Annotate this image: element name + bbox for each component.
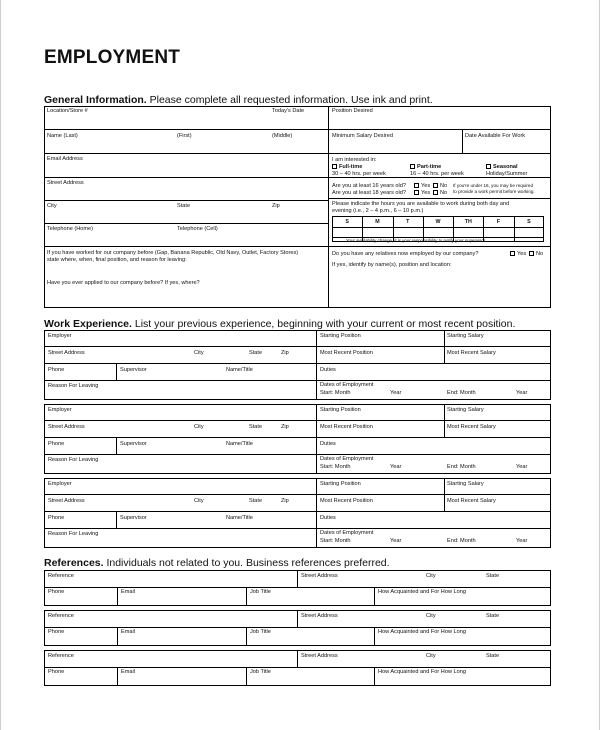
row-line — [44, 223, 328, 224]
age18-yes-label: Yes — [421, 190, 431, 196]
ref-email-label: Email — [121, 669, 135, 675]
seasonal-sub: Holiday/Summer — [486, 171, 528, 177]
day-header-6: F — [496, 219, 501, 225]
supervisor-col-line — [116, 511, 117, 528]
page-title: EMPLOYMENT — [44, 47, 181, 68]
full-time-hours: 30 – 40 hrs. per week — [332, 171, 386, 177]
ref-phone-label: Phone — [48, 629, 65, 635]
day-header-4: W — [435, 219, 441, 225]
starting-salary-label: Starting Salary — [447, 407, 484, 413]
age18-no-label: No — [440, 190, 448, 196]
duties-label: Duties — [320, 441, 336, 447]
row-line — [44, 246, 328, 247]
duties-label: Duties — [320, 515, 336, 521]
zip-label: Zip — [272, 203, 280, 209]
most-recent-position-label: Most Recent Position — [320, 350, 373, 356]
worked-before-line2: state where, when, final position, and reason for leaving: — [47, 257, 187, 263]
work-heading-bold: Work Experience. — [44, 318, 132, 330]
reason-leaving-input[interactable] — [46, 536, 314, 546]
page-edge-left — [0, 0, 1, 730]
day-header-7: S — [527, 219, 531, 225]
worked-before-line1: If you have worked for our company before (Gap, Banana Republic, Old Navy, Outlet, Factory Stores) — [47, 250, 299, 256]
relatives-no-label: No — [536, 251, 544, 257]
seasonal-option[interactable] — [486, 164, 518, 171]
availability-cell-7[interactable] — [515, 228, 543, 236]
name-title-label: Name/Title — [226, 515, 253, 521]
starting-salary-label: Starting Salary — [447, 481, 484, 487]
col-line — [374, 587, 375, 606]
availability-cell-3[interactable] — [394, 228, 422, 236]
age16-no-label: No — [440, 183, 448, 189]
references-heading-bold: References. — [44, 557, 104, 569]
street-label: Street Address — [48, 350, 85, 356]
ref-job-title-label: Job Title — [250, 629, 271, 635]
relatives-no[interactable] — [529, 251, 543, 258]
end-year-label: Year — [516, 464, 528, 470]
row-line — [328, 246, 551, 247]
references-heading-text: Individuals not related to you. Business references preferred. — [103, 557, 390, 569]
col-line — [117, 667, 118, 686]
ref-city-label: City — [426, 653, 436, 659]
work-experience-heading — [44, 318, 515, 330]
city-label: City — [194, 498, 204, 504]
phone-label: Phone — [48, 515, 65, 521]
availability-cell-5[interactable] — [454, 228, 482, 236]
reason-leaving-input[interactable] — [46, 462, 314, 472]
supervisor-label: Supervisor — [120, 367, 147, 373]
relatives-yes[interactable] — [510, 251, 526, 258]
name-first-label: (First) — [177, 133, 192, 139]
work-divider — [316, 330, 317, 400]
ref-job-title-label: Job Title — [250, 589, 271, 595]
availability-cell-4[interactable] — [424, 228, 452, 236]
name-middle-label: (Middle) — [272, 133, 293, 139]
employer-label: Employer — [48, 481, 72, 487]
full-time-option[interactable] — [332, 164, 362, 171]
part-time-label: Part-time — [417, 164, 442, 170]
availability-cell-2[interactable] — [363, 228, 391, 236]
part-time-option[interactable] — [410, 164, 441, 171]
start-year-label: Year — [390, 538, 402, 544]
dates-employment-label: Dates of Employment — [320, 456, 374, 462]
street-label: Street Address — [47, 180, 84, 186]
age16-yes[interactable] — [414, 183, 430, 190]
dates-employment-label: Dates of Employment — [320, 382, 374, 388]
row-line — [44, 454, 551, 455]
row-line — [44, 346, 551, 347]
employer-label: Employer — [48, 407, 72, 413]
starting-position-input[interactable] — [318, 487, 442, 493]
row-line — [44, 528, 551, 529]
starting-position-input[interactable] — [318, 339, 442, 345]
employer-label: Employer — [48, 333, 72, 339]
end-year-label: Year — [516, 390, 528, 396]
col-line — [374, 667, 375, 686]
ref-state-label: State — [486, 613, 500, 619]
full-time-checkbox[interactable] — [332, 164, 337, 169]
most-recent-salary-label: Most Recent Salary — [447, 424, 496, 430]
age16-no[interactable] — [433, 183, 447, 190]
row-line — [328, 198, 551, 199]
dates-employment-label: Dates of Employment — [320, 530, 374, 536]
age16-no-checkbox[interactable] — [433, 183, 438, 188]
reason-leaving-label: Reason For Leaving — [48, 457, 99, 463]
age18-label: Are you at least 18 years old? — [332, 190, 407, 196]
end-month-label: End: Month — [447, 464, 476, 470]
hours-note2: evening (i.e., 2 – 4 p.m., 6 – 10 p.m.) — [332, 208, 424, 214]
reason-leaving-input[interactable] — [46, 388, 314, 398]
start-month-label: Start: Month — [320, 390, 351, 396]
row-line — [44, 437, 551, 438]
most-recent-position-label: Most Recent Position — [320, 424, 373, 430]
part-time-hours: 16 – 40 hrs. per week — [410, 171, 464, 177]
applied-before-label: Have you ever applied to our company before? If yes, where? — [47, 280, 200, 286]
part-time-checkbox[interactable] — [410, 164, 415, 169]
age18-no-checkbox[interactable] — [433, 190, 438, 195]
row-line — [44, 667, 551, 668]
col-line — [297, 610, 298, 627]
relatives-yes-label: Yes — [517, 251, 527, 257]
state-label: State — [249, 424, 263, 430]
ref-email-label: Email — [121, 589, 135, 595]
ref-email-label: Email — [121, 629, 135, 635]
age18-no[interactable] — [433, 190, 447, 197]
row-line — [44, 380, 551, 381]
zip-label: Zip — [281, 498, 289, 504]
phone-label: Phone — [48, 441, 65, 447]
full-time-label: Full-time — [339, 164, 363, 170]
availability-cell-1[interactable] — [333, 228, 361, 236]
employer-input[interactable] — [46, 339, 314, 345]
supervisor-label: Supervisor — [120, 441, 147, 447]
name-title-label: Name/Title — [226, 441, 253, 447]
row-line — [44, 363, 551, 364]
age18-yes[interactable] — [414, 190, 430, 197]
end-month-label: End: Month — [447, 390, 476, 396]
general-divider — [328, 106, 329, 308]
todays-date-label: Today's Date — [272, 108, 305, 114]
reference-label: Reference — [48, 653, 74, 659]
most-recent-salary-label: Most Recent Salary — [447, 498, 496, 504]
ref-phone-label: Phone — [48, 589, 65, 595]
min-salary-label: Minimum Salary Desired — [332, 133, 393, 139]
supervisor-col-line — [116, 363, 117, 380]
telephone-home-label: Telephone (Home) — [47, 226, 94, 232]
state-label: State — [177, 203, 191, 209]
row-line — [44, 129, 328, 130]
relatives-if-yes-label: If yes, identify by name(s), position and location: — [332, 262, 452, 268]
age16-yes-label: Yes — [421, 183, 431, 189]
col-line — [246, 667, 247, 686]
row-line — [44, 153, 328, 154]
ref-state-label: State — [486, 653, 500, 659]
row-line — [44, 494, 551, 495]
reason-leaving-label: Reason For Leaving — [48, 531, 99, 537]
col-line — [297, 570, 298, 587]
name-last-label: Name (Last) — [47, 133, 78, 139]
age16-label: Are you at least 16 years old? — [332, 183, 407, 189]
row-line — [328, 153, 551, 154]
start-month-label: Start: Month — [320, 538, 351, 544]
col-line — [117, 627, 118, 646]
state-label: State — [249, 350, 263, 356]
general-info-heading — [44, 94, 433, 106]
starting-position-label: Starting Position — [320, 481, 361, 487]
ref-job-title-label: Job Title — [250, 669, 271, 675]
date-available-label: Date Available For Work — [465, 133, 526, 139]
under16-note1: If you're under 16, you may be required — [453, 183, 534, 188]
seasonal-checkbox[interactable] — [486, 164, 491, 169]
supervisor-col-line — [116, 437, 117, 454]
reference-name-input[interactable] — [46, 659, 295, 666]
reference-phone-input[interactable] — [46, 676, 115, 684]
age18-yes-checkbox[interactable] — [414, 190, 419, 195]
reference-phone-input[interactable] — [46, 636, 115, 644]
interested-in-label: I am interested in: — [332, 157, 377, 163]
starting-position-label: Starting Position — [320, 407, 361, 413]
state-label: State — [249, 498, 263, 504]
age16-yes-checkbox[interactable] — [414, 183, 419, 188]
reason-leaving-label: Reason For Leaving — [48, 383, 99, 389]
ref-street-label: Street Address — [301, 573, 338, 579]
duties-label: Duties — [320, 367, 336, 373]
employer-input[interactable] — [46, 413, 314, 419]
ref-city-label: City — [426, 613, 436, 619]
col-line — [374, 627, 375, 646]
most-recent-position-label: Most Recent Position — [320, 498, 373, 504]
day-header-2: M — [375, 219, 380, 225]
reference-name-input[interactable] — [46, 579, 295, 586]
col-line — [297, 650, 298, 667]
day-header-3: T — [406, 219, 410, 225]
reference-label: Reference — [48, 573, 74, 579]
zip-label: Zip — [281, 350, 289, 356]
starting-position-input[interactable] — [318, 413, 442, 419]
reference-phone-input[interactable] — [46, 596, 115, 604]
ref-how-acquainted-label: How Acquainted and For How Long — [378, 589, 467, 595]
row-line — [328, 129, 551, 130]
position-desired-label: Position Desired — [332, 108, 373, 114]
end-year-label: Year — [516, 538, 528, 544]
row-line — [44, 420, 551, 421]
salary-col-line — [444, 330, 445, 363]
employer-input[interactable] — [46, 487, 314, 493]
starting-salary-label: Starting Salary — [447, 333, 484, 339]
starting-position-label: Starting Position — [320, 333, 361, 339]
row-line — [44, 511, 551, 512]
ref-street-label: Street Address — [301, 653, 338, 659]
general-info-heading-bold: General Information. — [44, 94, 147, 106]
start-month-label: Start: Month — [320, 464, 351, 470]
ref-state-label: State — [486, 573, 500, 579]
name-title-label: Name/Title — [226, 367, 253, 373]
work-divider — [316, 404, 317, 474]
ref-street-label: Street Address — [301, 613, 338, 619]
end-month-label: End: Month — [447, 538, 476, 544]
street-label: Street Address — [48, 498, 85, 504]
reference-name-input[interactable] — [46, 619, 295, 626]
general-info-heading-text: Please complete all requested information. Use ink and print. — [146, 94, 433, 106]
row-line — [44, 587, 551, 588]
start-year-label: Year — [390, 390, 402, 396]
availability-cell-6[interactable] — [484, 228, 512, 236]
hours-note1: Please indicate the hours you are available to work during both day and — [332, 201, 510, 207]
relatives-yes-checkbox[interactable] — [510, 251, 515, 256]
ref-how-acquainted-label: How Acquainted and For How Long — [378, 629, 467, 635]
salary-col-line — [444, 478, 445, 511]
location-store-label: Location/Store # — [47, 108, 88, 114]
email-label: Email Address — [47, 156, 83, 162]
ref-phone-label: Phone — [48, 669, 65, 675]
supervisor-label: Supervisor — [120, 515, 147, 521]
day-header-5: TH — [464, 219, 472, 225]
col-line — [246, 587, 247, 606]
most-recent-salary-label: Most Recent Salary — [447, 350, 496, 356]
salary-col-line — [444, 404, 445, 437]
work-divider — [316, 478, 317, 548]
row-line — [44, 177, 328, 178]
zip-label: Zip — [281, 424, 289, 430]
city-label: City — [194, 424, 204, 430]
col-line — [462, 129, 463, 153]
row-line — [44, 200, 328, 201]
under16-note2: to provide a work permit before working. — [453, 189, 535, 194]
schedule-note: Your availability change, it is your responsibility to notify your supervisor — [346, 238, 486, 243]
reference-label: Reference — [48, 613, 74, 619]
references-heading — [44, 557, 390, 569]
city-label: City — [194, 350, 204, 356]
telephone-cell-label: Telephone (Cell) — [177, 226, 218, 232]
street-label: Street Address — [48, 424, 85, 430]
ref-city-label: City — [426, 573, 436, 579]
day-header-1: S — [345, 219, 349, 225]
col-line — [246, 627, 247, 646]
city-label: City — [47, 203, 57, 209]
phone-label: Phone — [48, 367, 65, 373]
relatives-no-checkbox[interactable] — [529, 251, 534, 256]
work-heading-text: List your previous experience, beginning with your current or most recent position. — [131, 318, 516, 330]
relatives-label: Do you have any relatives now employed by our company? — [332, 251, 479, 257]
col-line — [117, 587, 118, 606]
row-line — [44, 627, 551, 628]
ref-how-acquainted-label: How Acquainted and For How Long — [378, 669, 467, 675]
start-year-label: Year — [390, 464, 402, 470]
seasonal-label: Seasonal — [493, 164, 518, 170]
